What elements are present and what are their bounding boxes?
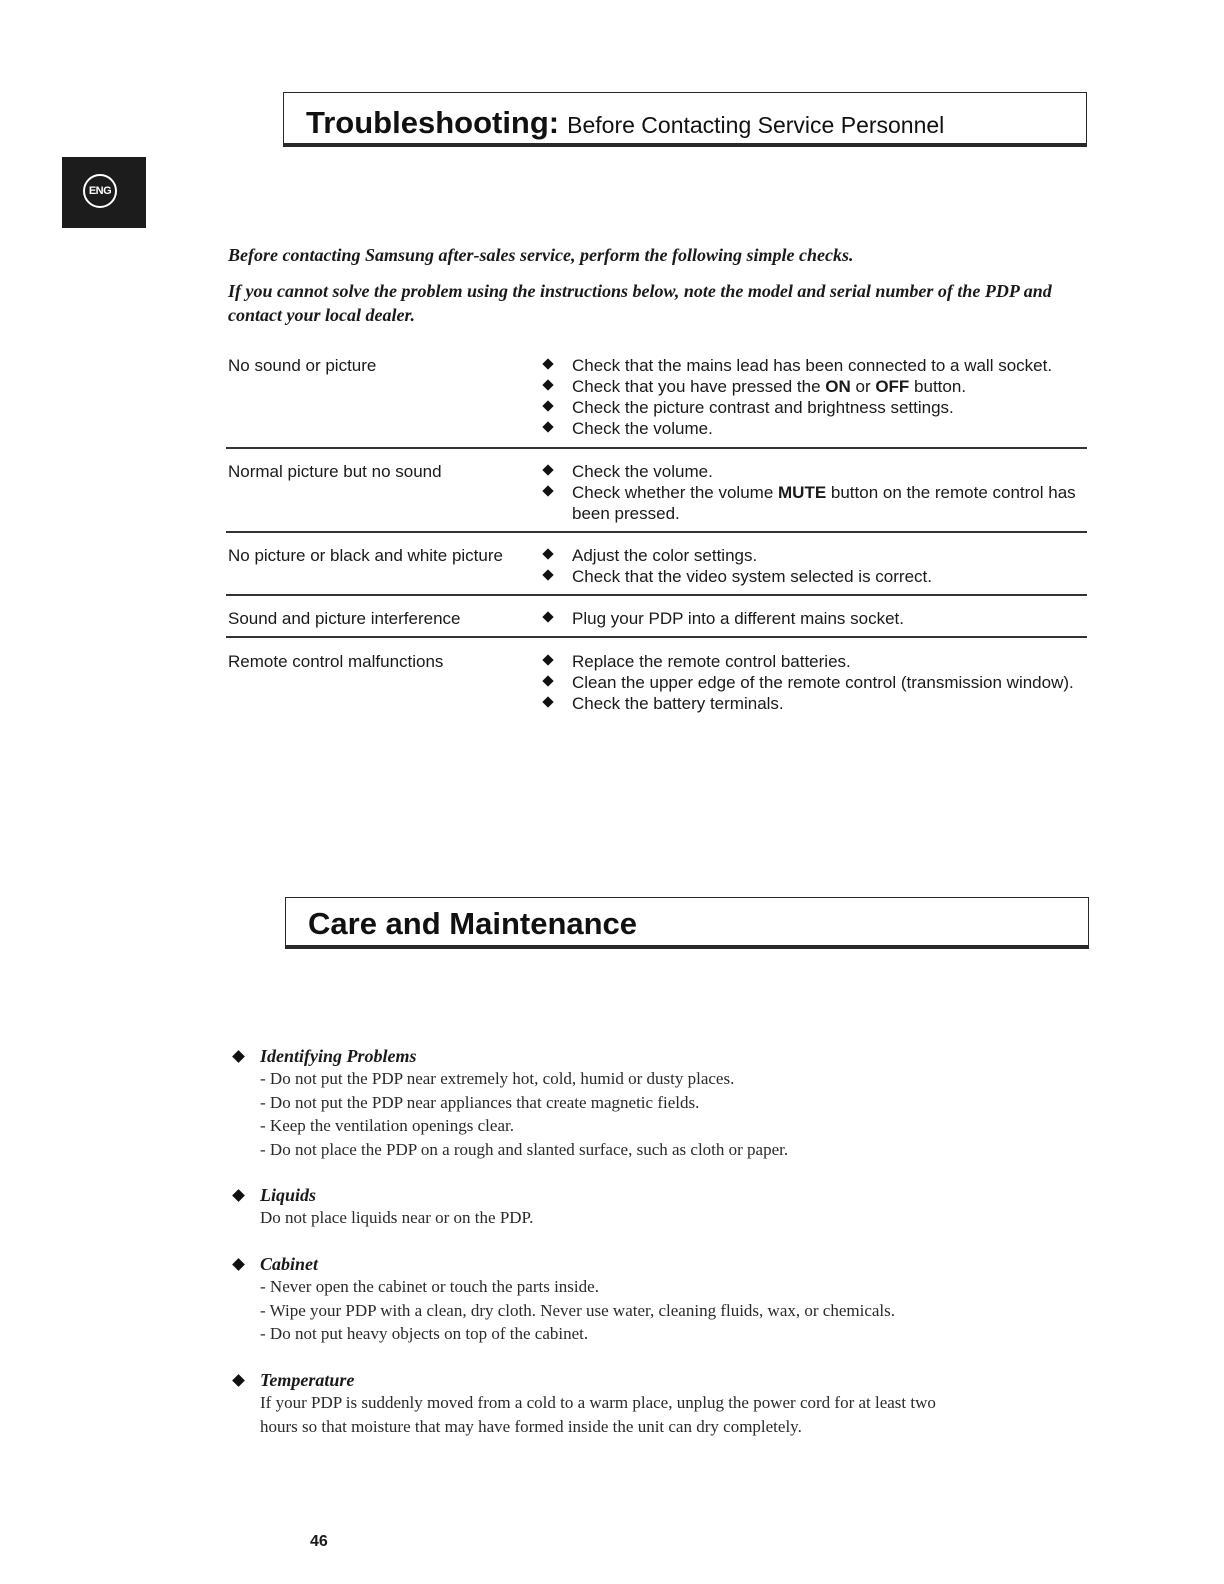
intro-line-1: Before contacting Samsung after-sales service, perform the following simple checks.: [228, 245, 854, 265]
diamond-bullet-icon: [232, 1374, 245, 1387]
care-line: - Wipe your PDP with a clean, dry cloth. Never use water, cleaning fluids, wax, or chemicals.: [260, 1300, 896, 1320]
check-item: Check the volume.: [542, 418, 1082, 439]
check-item: Check the volume.: [542, 461, 1082, 482]
care-section-temperature: [232, 1369, 1092, 1438]
care-heading: Temperature: [232, 1369, 1092, 1391]
diamond-bullet-icon: [542, 611, 553, 622]
diamond-bullet-icon: [232, 1189, 245, 1202]
diamond-bullet-icon: [542, 400, 553, 411]
diamond-bullet-icon: [542, 485, 553, 496]
check-item: Check whether the volume MUTE button on the remote control has been pressed.: [542, 482, 1082, 524]
diamond-bullet-icon: [542, 548, 553, 559]
language-tab: [62, 157, 146, 228]
care-section-liquids: [232, 1184, 1092, 1230]
check-list: [542, 545, 1082, 587]
language-badge: ENG: [83, 174, 117, 208]
care-section-cabinet: [232, 1253, 1092, 1346]
row-divider: [226, 531, 1087, 533]
diamond-bullet-icon: [542, 654, 553, 665]
care-line: Do not place liquids near or on the PDP.: [260, 1208, 534, 1227]
care-heading: Cabinet: [232, 1253, 1092, 1275]
row-divider: [226, 447, 1087, 449]
page-number: 46: [310, 1533, 328, 1550]
problem-label: No sound or picture: [228, 356, 377, 375]
row-divider: [226, 636, 1087, 638]
care-line: - Do not put the PDP near extremely hot, cold, humid or dusty places.: [260, 1069, 735, 1088]
diamond-bullet-icon: [232, 1050, 245, 1063]
check-item: Adjust the color settings.: [542, 545, 1082, 566]
check-list: [542, 355, 1082, 439]
diamond-bullet-icon: [542, 358, 553, 369]
check-list: [542, 461, 1082, 524]
diamond-bullet-icon: [542, 696, 553, 707]
care-line: - Keep the ventilation openings clear.: [260, 1116, 514, 1135]
problem-label: No picture or black and white picture: [228, 546, 503, 565]
diamond-bullet-icon: [232, 1258, 245, 1271]
troubleshooting-subtitle: Before Contacting Service Personnel: [567, 112, 945, 138]
check-item: Check that you have pressed the ON or OFF button.: [542, 376, 1082, 397]
diamond-bullet-icon: [542, 675, 553, 686]
check-item: Check the picture contrast and brightness settings.: [542, 397, 1082, 418]
check-item: Check that the video system selected is correct.: [542, 566, 1082, 587]
care-section-identifying-problems: [232, 1045, 1092, 1161]
care-line: - Do not place the PDP on a rough and slanted surface, such as cloth or paper.: [260, 1139, 789, 1159]
care-line: - Never open the cabinet or touch the parts inside.: [260, 1277, 599, 1296]
care-heading: Liquids: [232, 1184, 1092, 1206]
diamond-bullet-icon: [542, 464, 553, 475]
care-line: - Do not put the PDP near appliances that create magnetic fields.: [260, 1092, 700, 1112]
problem-label: Normal picture but no sound: [228, 462, 442, 481]
care-line: If your PDP is suddenly moved from a cold to a warm place, unplug the power cord for at least two: [260, 1393, 936, 1412]
diamond-bullet-icon: [542, 569, 553, 580]
check-item: Plug your PDP into a different mains socket.: [542, 608, 1082, 629]
check-item: Clean the upper edge of the remote control (transmission window).: [542, 672, 1082, 693]
care-heading: Identifying Problems: [232, 1045, 1092, 1067]
check-list: [542, 608, 1082, 629]
check-item: Check the battery terminals.: [542, 693, 1082, 714]
problem-label: Remote control malfunctions: [228, 652, 444, 671]
diamond-bullet-icon: [542, 379, 553, 390]
troubleshooting-title-box: [283, 92, 1087, 147]
care-title-box: [285, 897, 1089, 949]
check-item: Check that the mains lead has been connected to a wall socket.: [542, 355, 1082, 376]
care-line: - Do not put heavy objects on top of the cabinet.: [260, 1324, 589, 1343]
problem-label: Sound and picture interference: [228, 609, 461, 628]
troubleshooting-title: Troubleshooting:: [306, 105, 560, 140]
intro-line-2: If you cannot solve the problem using the instructions below, note the model and serial number of the PDP and contact your local dealer.: [228, 281, 1052, 325]
check-item: Replace the remote control batteries.: [542, 651, 1082, 672]
diamond-bullet-icon: [542, 421, 553, 432]
care-title: Care and Maintenance: [308, 906, 638, 941]
check-list: [542, 651, 1082, 714]
care-line: hours so that moisture that may have formed inside the unit can dry completely.: [260, 1416, 802, 1436]
row-divider: [226, 594, 1087, 596]
